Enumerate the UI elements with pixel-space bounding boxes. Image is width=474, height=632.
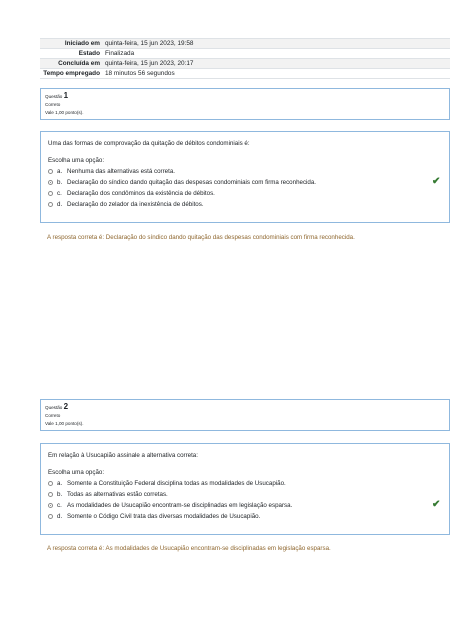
summary-value: 18 minutos 56 segundos	[105, 69, 175, 77]
radio-button[interactable]	[48, 514, 53, 519]
summary-label: Concluída em	[58, 59, 100, 67]
option-a[interactable]	[48, 166, 442, 177]
question-grade: Vale 1,00 ponto(s).	[45, 110, 84, 115]
summary-row-time	[40, 69, 450, 79]
question-text: Uma das formas de comprovação da quitação de débitos condominiais é:	[48, 140, 250, 147]
radio-button-selected[interactable]	[48, 503, 53, 508]
question-number-value: 1	[63, 91, 69, 100]
option-b[interactable]	[48, 489, 442, 500]
option-letter: a.	[57, 168, 63, 175]
summary-label: Tempo empregado	[43, 69, 100, 77]
answer-prompt: Escolha uma opção:	[48, 157, 105, 164]
option-text: Nenhuma das alternativas está correta.	[67, 168, 175, 175]
option-c[interactable]	[48, 188, 442, 199]
summary-label: Estado	[78, 49, 100, 57]
option-text: Declaração do zelador da inexistência de débitos.	[67, 201, 204, 208]
summary-value: Finalizada	[105, 49, 135, 57]
attempt-summary	[40, 38, 450, 79]
question-1-feedback: A resposta correta é: Declaração do síndico dando quitação das despesas condominiais com firma reconhecida.	[47, 234, 355, 241]
radio-button[interactable]	[48, 169, 53, 174]
option-letter: b.	[57, 179, 63, 186]
radio-button[interactable]	[48, 492, 53, 497]
question-label: Questão	[45, 405, 63, 410]
question-2-feedback: A resposta correta é: As modalidades de Usucapião encontram-se disciplinadas em legislação esparsa.	[47, 545, 331, 552]
summary-value: quinta-feira, 15 jun 2023, 20:17	[105, 59, 194, 67]
option-letter: a.	[57, 480, 63, 487]
option-text: Somente o Código Civil trata das diversas modalidades de Usucapião.	[67, 513, 261, 520]
option-c[interactable]	[48, 500, 442, 511]
question-2-info	[40, 399, 450, 431]
option-a[interactable]	[48, 478, 442, 489]
question-1-content	[40, 131, 450, 223]
option-letter: c.	[57, 190, 62, 197]
question-grade: Vale 1,00 ponto(s).	[45, 421, 84, 426]
option-d[interactable]	[48, 199, 442, 210]
radio-button[interactable]	[48, 191, 53, 196]
option-letter: c.	[57, 502, 62, 509]
option-text: Declaração do síndico dando quitação das despesas condominiais com firma reconhecida.	[67, 179, 317, 186]
question-number	[45, 403, 445, 412]
question-number-value: 2	[63, 402, 69, 411]
option-d[interactable]	[48, 511, 442, 522]
question-status: Correto	[45, 413, 61, 418]
summary-label: Iniciado em	[64, 39, 100, 47]
summary-row-started	[40, 39, 450, 49]
question-text: Em relação à Usucapião assinale a alternativa correta:	[48, 452, 198, 459]
option-letter: b.	[57, 491, 63, 498]
question-2-content	[40, 443, 450, 535]
radio-button-selected[interactable]	[48, 180, 53, 185]
option-letter: d.	[57, 201, 63, 208]
check-icon: ✔	[432, 176, 441, 187]
option-letter: d.	[57, 513, 63, 520]
question-number	[45, 92, 445, 101]
option-text: Somente a Constituição Federal disciplina todas as modalidades de Usucapião.	[67, 480, 286, 487]
summary-row-state	[40, 49, 450, 59]
question-label: Questão	[45, 94, 63, 99]
summary-row-completed	[40, 59, 450, 69]
option-text: Todas as alternativas estão corretas.	[67, 491, 168, 498]
option-text: Declaração dos condôminos da existência de débitos.	[67, 190, 215, 197]
question-status: Correto	[45, 102, 61, 107]
answer-prompt: Escolha uma opção:	[48, 469, 105, 476]
question-1-info	[40, 88, 450, 120]
summary-value: quinta-feira, 15 jun 2023, 19:58	[105, 39, 194, 47]
radio-button[interactable]	[48, 481, 53, 486]
option-b[interactable]	[48, 177, 442, 188]
option-text: As modalidades de Usucapião encontram-se disciplinadas em legislação esparsa.	[67, 502, 293, 509]
check-icon: ✔	[432, 499, 441, 510]
radio-button[interactable]	[48, 202, 53, 207]
